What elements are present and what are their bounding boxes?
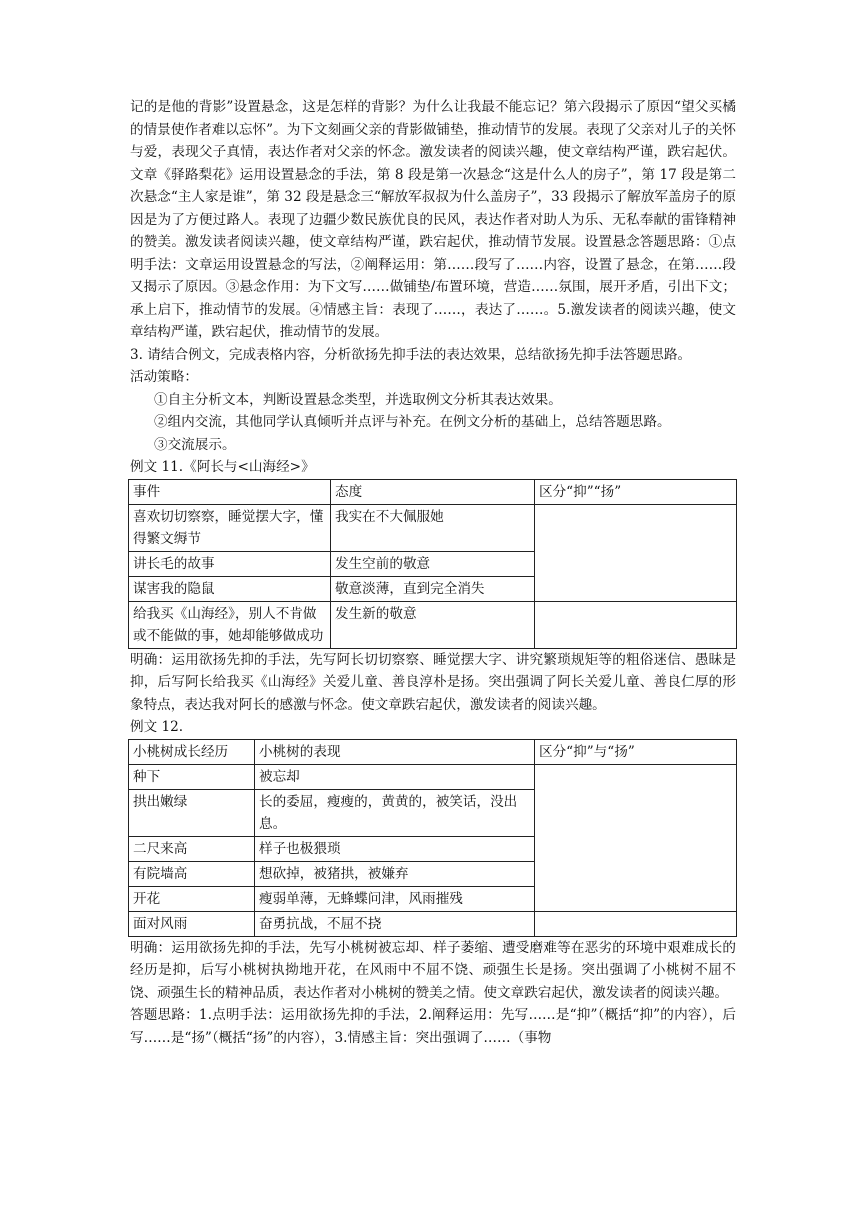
header-cell: 小桃树成长经历 bbox=[129, 739, 255, 764]
stage-cell: 面对风雨 bbox=[129, 911, 255, 936]
example-11-label: 例文 11.《阿长与<山海经>》 bbox=[130, 459, 315, 475]
distinguish-cell-empty bbox=[535, 504, 737, 601]
suspense-analysis-paragraph: 记的是他的背影”设置悬念，这是怎样的背影？为什么让我最不能忘记？第六段揭示了原因“望父买橘的情景使作者难以忘怀”。为下文刻画父亲的背影做铺垫，推动情节的发展。表现了父亲对儿子的关怀与爱，表现父子真情，表达作者对父亲的怀念。激发读者的阅读兴趣，使文章结构严谨，跌宕起伏。文章《驿路梨花》运用设置悬念的手法，第 8 段是第一次悬念“这是什么人的房子”，第 17 段是第二次悬念“主人家是谁”，第 32 段是悬念三“解放军叔叔为什么盖房子”，33 段揭示了解放军盖房子的原因是为了方便过路人。表现了边疆少数民族优良的民风，表达作者对助人为乐、无私奉献的雷锋精神的赞美。激发读者阅读兴趣，使文章结构严谨，跌宕起伏，推动情节发展。设置悬念答题思路：①点明手法：文章运用设置悬念的写法，②阐释运用：第……段写了……内容，设置了悬念，在第……段又揭示了原因。③悬念作用：为下文写……做铺垫/布置环境，营造……氛围，展开矛盾，引出下文；承上启下，推动情节的发展。④情感主旨：表现了……，表达了……。5.激发读者的阅读兴趣，使文章结构严谨，跌宕起伏，推动情节的发展。 bbox=[130, 99, 736, 340]
example-12-explanation: 明确：运用欲扬先抑的手法，先写小桃树被忘却、样子萎缩、遭受磨难等在恶劣的环境中艰难成长的经历是抑，后写小桃树执拗地开花，在风雨中不屈不饶、顽强生长是扬。突出强调了小桃树不屈不饶、顽强生长的精神品质，表达作者对小桃树的赞美之情。使文章跌宕起伏，激发读者的阅读兴趣。 bbox=[130, 939, 736, 1001]
document-body bbox=[130, 96, 736, 1049]
stage-cell: 开花 bbox=[129, 886, 255, 911]
strategy-item: ②组内交流，其他同学认真倾听并点评与补充。在例文分析的基础上，总结答题思路。 bbox=[154, 414, 671, 430]
event-cell: 谋害我的隐鼠 bbox=[129, 576, 331, 601]
question-3: 3. 请结合例文，完成表格内容，分析欲扬先抑手法的表达效果，总结欲扬先抑手法答题思路。 bbox=[130, 346, 692, 363]
event-cell: 讲长毛的故事 bbox=[129, 551, 331, 576]
header-cell: 区分“抑”与“扬” bbox=[535, 739, 737, 764]
answer-approach: 答题思路：1.点明手法：运用欲扬先抑的手法，2.阐释运用：先写……是“抑”（概括“抑”的内容），后写……是“扬”（概括“扬”的内容），3.情感主旨：突出强调了……（事物 bbox=[130, 1007, 736, 1046]
stage-cell: 有院墙高 bbox=[129, 861, 255, 886]
attitude-cell: 敬意淡薄，直到完全消失 bbox=[331, 576, 535, 601]
example-12-table bbox=[128, 739, 737, 937]
header-cell: 事件 bbox=[129, 479, 331, 504]
example-12-label: 例文 12. bbox=[130, 719, 184, 735]
table-header-row bbox=[129, 739, 737, 764]
table-row bbox=[129, 504, 737, 551]
table-row bbox=[129, 601, 737, 648]
distinguish-cell-empty bbox=[535, 911, 737, 936]
strategy-title: 活动策略： bbox=[130, 369, 198, 385]
attitude-cell: 发生空前的敬意 bbox=[331, 551, 535, 576]
example-11-explanation: 明确：运用欲扬先抑的手法，先写阿长切切察察、睡觉摆大字、讲究繁琐规矩等的粗俗迷信、愚昧是抑，后写阿长给我买《山海经》关爱儿童、善良淳朴是扬。突出强调了阿长关爱儿童、善良仁厚的形象特点，表达我对阿长的感激与怀念。使文章跌宕起伏，激发读者的阅读兴趣。 bbox=[130, 651, 736, 713]
stage-cell: 种下 bbox=[129, 764, 255, 789]
distinguish-cell-empty bbox=[535, 601, 737, 648]
stage-cell: 拱出嫩绿 bbox=[129, 789, 255, 836]
table-header-row bbox=[129, 479, 737, 504]
header-cell: 小桃树的表现 bbox=[255, 739, 535, 764]
behavior-cell: 奋勇抗战，不屈不挠 bbox=[255, 911, 535, 936]
stage-cell: 二尺来高 bbox=[129, 836, 255, 861]
strategy-item: ③交流展示。 bbox=[154, 436, 236, 453]
table-row bbox=[129, 911, 737, 936]
behavior-cell: 想砍掉，被猪拱，被嫌弃 bbox=[255, 861, 535, 886]
attitude-cell: 发生新的敬意 bbox=[331, 601, 535, 648]
example-11-table bbox=[128, 479, 737, 649]
behavior-cell: 长的委屈，瘦瘦的，黄黄的，被笑话，没出息。 bbox=[255, 789, 535, 836]
behavior-cell: 瘦弱单薄，无蜂蝶问津，风雨摧残 bbox=[255, 886, 535, 911]
distinguish-cell-empty bbox=[535, 764, 737, 911]
strategy-item: ①自主分析文本，判断设置悬念类型，并选取例文分析其表达效果。 bbox=[154, 391, 562, 408]
header-cell: 区分“抑”“扬” bbox=[535, 479, 737, 504]
header-cell: 态度 bbox=[331, 479, 535, 504]
table-row bbox=[129, 764, 737, 789]
behavior-cell: 被忘却 bbox=[255, 764, 535, 789]
event-cell: 给我买《山海经》，别人不肯做或不能做的事，她却能够做成功 bbox=[129, 601, 331, 648]
behavior-cell: 样子也极猥琐 bbox=[255, 836, 535, 861]
attitude-cell: 我实在不大佩服她 bbox=[331, 504, 535, 551]
event-cell: 喜欢切切察察，睡觉摆大字，懂得繁文缛节 bbox=[129, 504, 331, 551]
